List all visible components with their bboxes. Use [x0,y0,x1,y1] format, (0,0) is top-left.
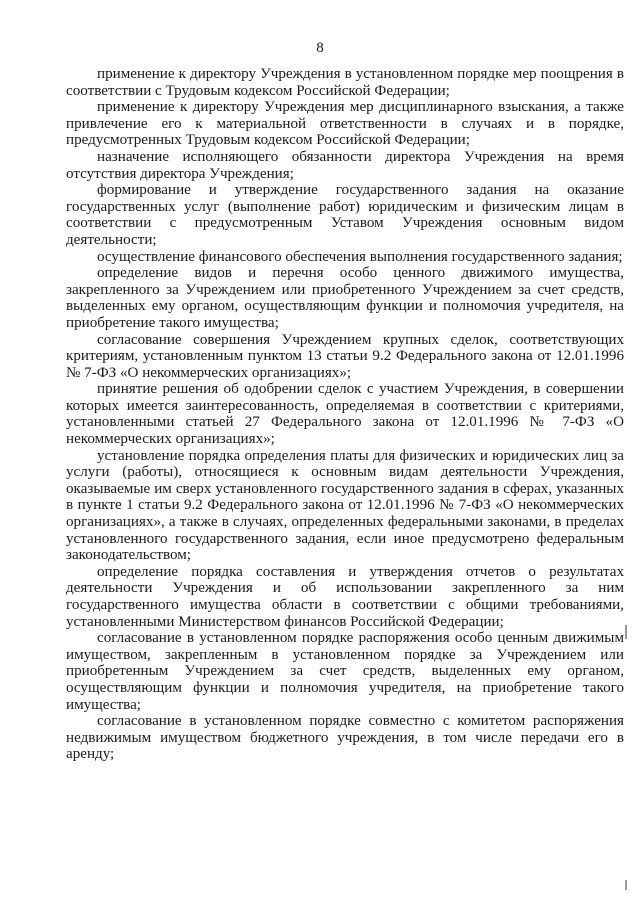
scan-artifact-mark [625,880,627,890]
paragraph-interested-deals: принятие решения об одобрении сделок с участием Учреждения, в совершении которых имеется заинтересованность, определяемая в соответствии с критериями, установленными статьей 27 Федерального закона от 12.01.1996 № 7-ФЗ «О некоммерческих организациях»; [66,381,624,448]
scan-artifact-mark [625,625,627,639]
paragraph-movable-disposal: согласование в установленном порядке распоряжения особо ценным движимым имуществом, закрепленным в установленном порядке за Учреждением или приобретенным Учреждением за счет средств, выделенных ему органом, осуществляющим функции и полномочия учредителя, на приобретение такого имущества; [66,630,624,713]
paragraph-real-estate-disposal: согласование в установленном порядке совместно с комитетом распоряжения недвижимым имуществом бюджетного учреждения, в том числе передачи его в аренду; [66,713,624,763]
document-body [66,66,624,763]
paragraph-disciplinary: применение к директору Учреждения мер дисциплинарного взыскания, а также привлечение его к материальной ответственности в случаях и в порядке, предусмотренных Трудовым кодексом Российской Федерации; [66,99,624,149]
paragraph-state-assignment: формирование и утверждение государственного задания на оказание государственных услуг (выполнение работ) юридическим и физическим лицам в соответствии с предусмотренным Уставом Учреждения основным видом деятельности; [66,182,624,248]
paragraph-fee-procedure: установление порядка определения платы для физических и юридических лиц за услуги (работы), относящиеся к основным видам деятельности Учреждения, оказываемые им сверх установленного государственного задания в сферах, указанных в пункте 1 статьи 9.2 Федерального закона от 12.01.1996 № 7-ФЗ «О некоммерческих организациях», а также в случаях, определенных федеральными законами, в пределах установленного государственного задания, если иное предусмотрено федеральным законодательством; [66,447,624,564]
paragraph-valuable-property: определение видов и перечня особо ценного движимого имущества, закрепленного за Учреждением или приобретенного Учреждением за счет средств, выделенных ему органом, осуществляющим функции и полномочия учредителя, на приобретение такого имущества; [66,265,624,331]
paragraph-financing: осуществление финансового обеспечения выполнения государственного задания; [97,248,623,265]
paragraph-acting-director: назначение исполняющего обязанности директора Учреждения на время отсутствия директора Учреждения; [66,148,624,182]
page-number: 8 [316,40,324,56]
paragraph-reports: определение порядка составления и утверждения отчетов о результатах деятельности Учреждения и об использовании закрепленного за ним государственного имущества области в соответствии с общими требованиями, установленными Министерством финансов Российской Федерации; [66,563,624,630]
paragraph-incentives: применение к директору Учреждения в установленном порядке мер поощрения в соответствии с Трудовым кодексом Российской Федерации; [66,66,624,99]
paragraph-major-deals: согласование совершения Учреждением крупных сделок, соответствующих критериям, установленным пунктом 13 статьи 9.2 Федерального закона от 12.01.1996 № 7-ФЗ «О некоммерческих организациях»; [66,331,624,381]
